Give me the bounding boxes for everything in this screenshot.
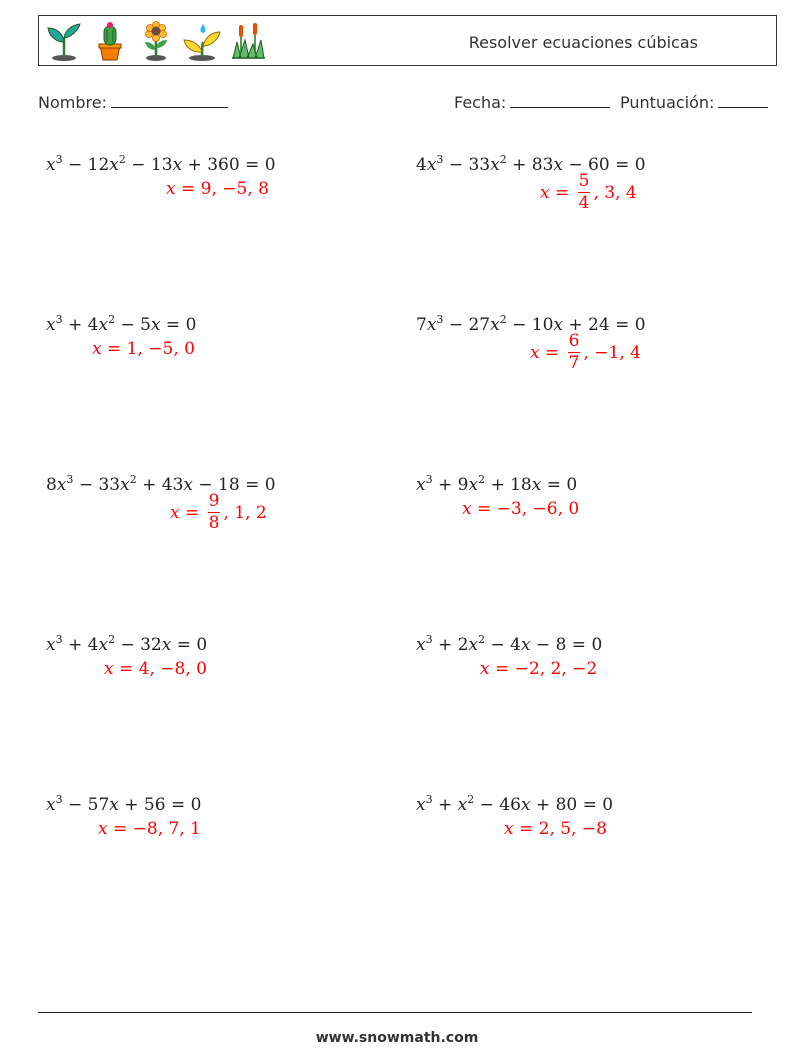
answer: x = −2, 2, −2 (480, 659, 598, 679)
answer: x = 1, −5, 0 (92, 339, 195, 359)
cattail-grass-icon (227, 20, 269, 62)
equation: $x^3 + 4x^2 - 32x = 0$ (46, 633, 208, 655)
answer-fraction: $\frac{5}{4}$ (578, 171, 590, 213)
answer: x = 2, 5, −8 (504, 819, 607, 839)
sprout-icon (43, 20, 85, 62)
date-field (454, 93, 610, 112)
equation: $x^3 - 57x + 56 = 0$ (46, 793, 202, 815)
problem-8 (416, 628, 756, 679)
problem-10 (416, 788, 756, 839)
worksheet-title: Resolver ecuaciones cúbicas (468, 33, 698, 52)
equation: $x^3 - 12x^2 - 13x + 360 = 0$ (46, 153, 276, 175)
problem-1 (46, 148, 386, 199)
date-label: Fecha: (454, 93, 507, 112)
problem-4 (416, 308, 756, 373)
equation: $8x^3 - 33x^2 + 43x - 18 = 0$ (46, 473, 276, 495)
footer-site: www.snowmath.com (315, 1030, 479, 1046)
score-label: Puntuación: (620, 93, 715, 112)
problem-6 (416, 468, 756, 519)
score-blank[interactable] (718, 93, 768, 108)
answer: x = $\frac{6}{7}$ , −1, 4 (530, 331, 641, 373)
equation: $x^3 + 2x^2 - 4x - 8 = 0$ (416, 633, 603, 655)
score-field (620, 93, 768, 112)
cactus-pot-icon (89, 20, 131, 62)
answer: x = $\frac{5}{4}$ , 3, 4 (540, 171, 637, 213)
footer-divider (38, 1012, 752, 1013)
watered-sprout-icon (181, 20, 223, 62)
name-field (38, 93, 228, 112)
name-blank[interactable] (111, 93, 228, 108)
equation: $7x^3 - 27x^2 - 10x + 24 = 0$ (416, 313, 646, 335)
problem-2 (416, 148, 756, 213)
equation: $4x^3 - 33x^2 + 83x - 60 = 0$ (416, 153, 646, 175)
answer-fraction: $\frac{6}{7}$ (568, 331, 580, 373)
header-box (38, 15, 777, 66)
problem-3 (46, 308, 386, 359)
answer-fraction: $\frac{9}{8}$ (208, 491, 220, 533)
equation: $x^3 + 9x^2 + 18x = 0$ (416, 473, 578, 495)
equation: $x^3 + 4x^2 - 5x = 0$ (46, 313, 197, 335)
answer: x = −8, 7, 1 (98, 819, 201, 839)
sunflower-icon (135, 20, 177, 62)
equation: $x^3 + x^2 - 46x + 80 = 0$ (416, 793, 614, 815)
answer: x = $\frac{9}{8}$ , 1, 2 (170, 491, 267, 533)
answer: x = 4, −8, 0 (104, 659, 207, 679)
answer: x = 9, −5, 8 (166, 179, 269, 199)
date-blank[interactable] (510, 93, 610, 108)
problem-7 (46, 628, 386, 679)
plant-icons (43, 20, 269, 62)
problem-9 (46, 788, 386, 839)
answer: x = −3, −6, 0 (462, 499, 580, 519)
problem-5 (46, 468, 386, 533)
name-label: Nombre: (38, 93, 107, 112)
